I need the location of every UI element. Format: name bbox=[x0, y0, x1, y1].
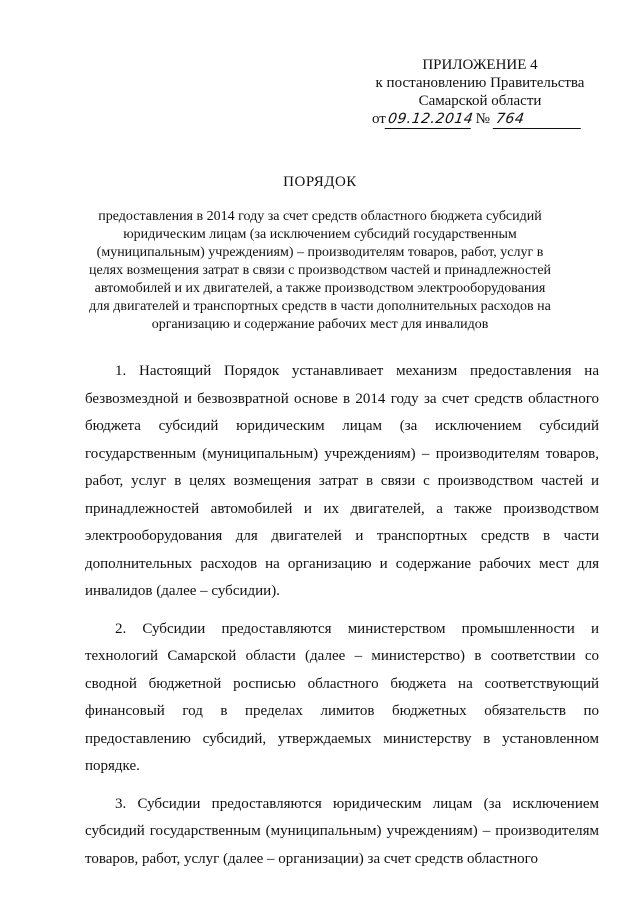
resolution-line: к постановлению Правительства bbox=[375, 75, 585, 91]
date-number-line bbox=[360, 110, 600, 129]
document-subtitle: предоставления в 2014 году за счет средств областного бюджета субсидий юридическим лицам (за исключением субсидий государственным (муниципальным) учреждениям) – производителям товаров, работ, услуг в целях возмещения затрат в связи с производством частей и принадлежностей автомобилей и их двигателей, а также производством электрооборудования для двигателей и транспортных средств в части дополнительных расходов на организацию и содержание рабочих мест для инвалидов bbox=[88, 209, 552, 332]
number-sign: № bbox=[475, 111, 490, 127]
paragraph-2: 2. Субсидии предоставляются министерством промышленности и технологий Самарской области (далее – министерство) в соответствии со сводной бюджетной росписью областного бюджета на соответствующий финансовый год в пределах лимитов бюджетных обязательств по предоставлению субсидий, утверждаемых министерству в установленном порядке. bbox=[85, 620, 599, 774]
document-body bbox=[85, 358, 599, 883]
document-title: ПОРЯДОК bbox=[283, 174, 357, 190]
region-line: Самарской области bbox=[418, 93, 542, 109]
appendix-label: ПРИЛОЖЕНИЕ 4 bbox=[422, 57, 538, 73]
handwritten-date: 09.12.2014 bbox=[385, 110, 474, 129]
paragraph-3: 3. Субсидии предоставляются юридическим лицам (за исключением субсидий государственным (муниципальным) учреждениям) – производителям товаров, работ, услуг (далее – организации) за счет средств областного bbox=[85, 795, 599, 867]
handwritten-number: 764 bbox=[492, 110, 583, 129]
date-prefix: от bbox=[372, 111, 386, 127]
paragraph-1: 1. Настоящий Порядок устанавливает механизм предоставления на безвозмездной и безвозвратной основе в 2014 году за счет средств областного бюджета субсидий юридическим лицам (за исключением субсидий государственным (муниципальным) учреждениям) – производителям товаров, работ, услуг в целях возмещения затрат в связи с производством частей и принадлежностей автомобилей и их двигателей, а также производством электрооборудования для двигателей и транспортных средств в части дополнительных расходов на организацию и содержание рабочих мест для инвалидов (далее – субсидии). bbox=[85, 363, 599, 599]
appendix-header bbox=[360, 56, 600, 129]
